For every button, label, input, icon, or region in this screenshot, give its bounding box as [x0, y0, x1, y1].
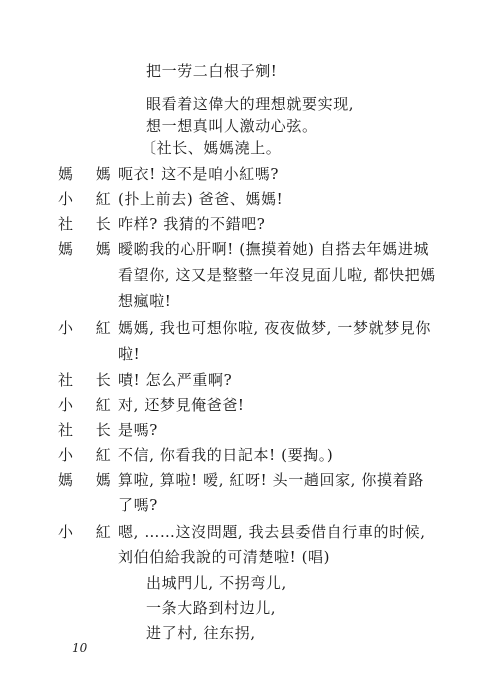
dialogue-line: 是嗎?	[118, 421, 158, 439]
speaker-label: 小 紅	[58, 319, 120, 337]
speaker-label: 社 长	[58, 215, 120, 233]
speaker-label: 小 紅	[58, 523, 120, 541]
dialogue-line: 啦!	[118, 345, 141, 363]
speaker-label: 媽 媽	[58, 240, 120, 258]
dialogue-line: 嘖! 怎么严重啊?	[118, 371, 233, 389]
speaker-label: 小 紅	[58, 190, 120, 208]
dialogue-line: 媽媽, 我也可想你啦, 夜夜做梦, 一梦就梦見你	[118, 319, 432, 337]
speaker-label: 小 紅	[58, 446, 120, 464]
dialogue-line: 呃衣! 这不是咱小紅嗎?	[118, 165, 280, 183]
verse-line: 出城門儿, 不拐弯儿,	[146, 574, 287, 592]
speaker-label: 小 紅	[58, 396, 120, 414]
verse-line: 想一想真叫人激动心弦。	[146, 117, 318, 135]
speaker-label: 社 长	[58, 371, 120, 389]
verse-line: 把一劳二白根子剜!	[146, 62, 278, 80]
dialogue-line: 对, 还梦見俺爸爸!	[118, 396, 245, 414]
dialogue-line: 曖喲我的心肝啊! (撫摸着她) 自搭去年媽进城	[118, 240, 430, 258]
stage-direction: 〔社长、媽媽澆上。	[141, 139, 282, 157]
speaker-label: 社 长	[58, 421, 120, 439]
dialogue-line: (扑上前去) 爸爸、媽媽!	[118, 190, 284, 208]
dialogue-line: 了嗎?	[118, 496, 158, 514]
dialogue-line: 看望你, 这又是整整一年沒見面儿啦, 都快把媽	[118, 266, 436, 284]
dialogue-line: 算啦, 算啦! 嗳, 紅呀! 头一趟回家, 你摸着路	[118, 471, 424, 489]
speaker-label: 媽 媽	[58, 165, 120, 183]
verse-line: 一条大路到村边儿,	[146, 599, 277, 617]
dialogue-line: 刘伯伯給我說的可清楚啦! (唱)	[118, 548, 331, 566]
dialogue-line: 嗯, ……这沒問題, 我去县委借自行車的时候,	[118, 523, 426, 541]
verse-line: 进了村, 往东拐,	[146, 624, 256, 642]
page-number: 10	[72, 641, 88, 655]
dialogue-line: 想瘋啦!	[118, 292, 172, 310]
dialogue-line: 咋样? 我猜的不錯吧?	[118, 215, 266, 233]
dialogue-line: 不信, 你看我的日記本! (要掏。)	[118, 446, 334, 464]
speaker-label: 媽 媽	[58, 471, 120, 489]
verse-line: 眼看着这偉大的理想就要实现,	[146, 95, 355, 113]
